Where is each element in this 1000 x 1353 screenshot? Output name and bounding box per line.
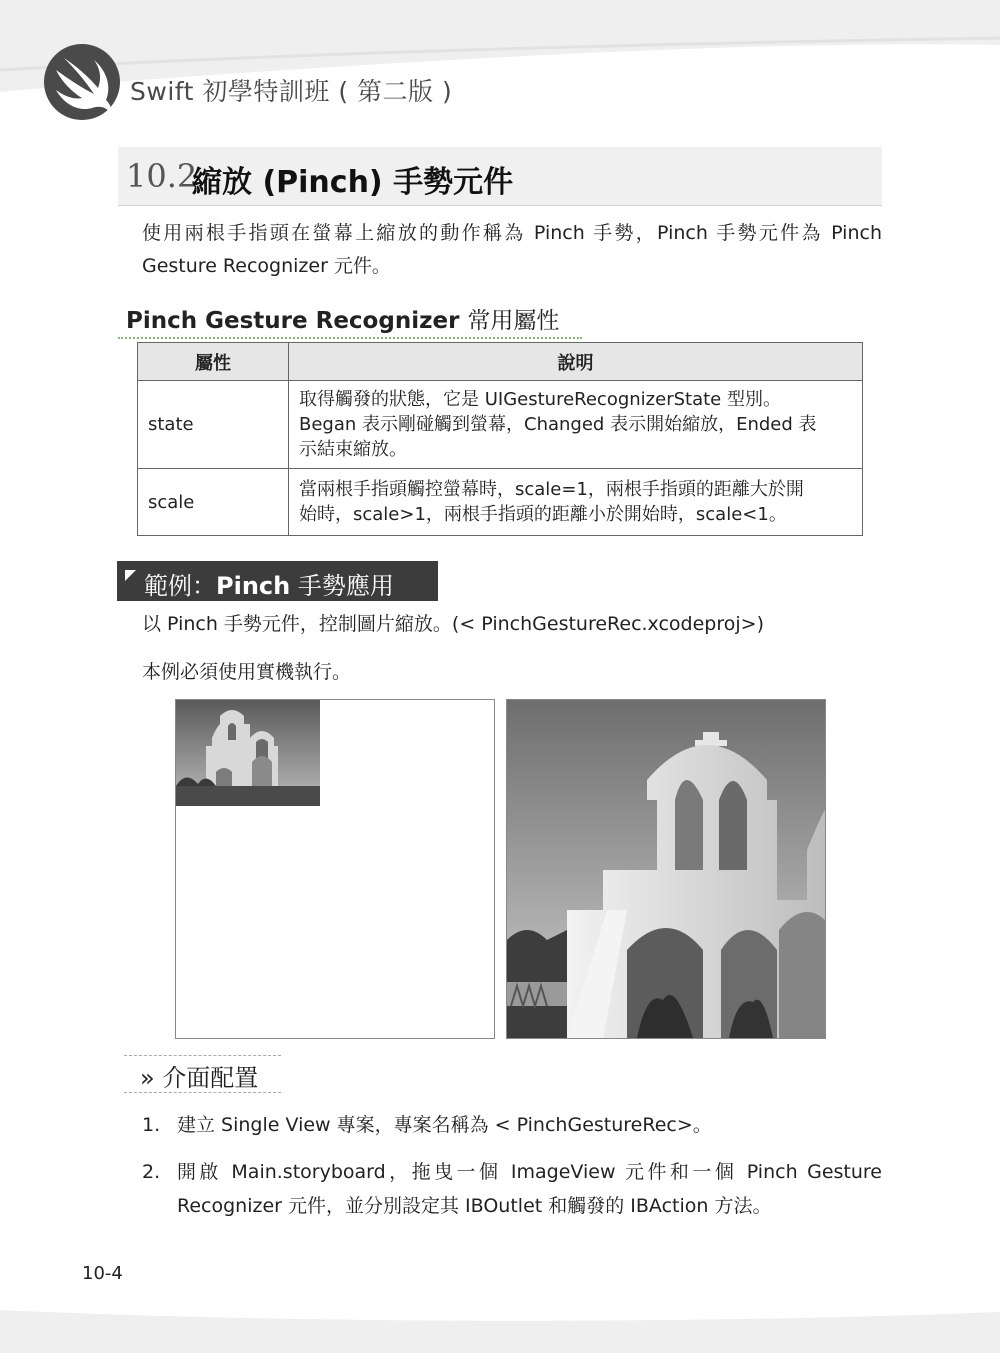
description-line: 示結束縮放。 [299, 439, 407, 460]
step-number: 1. [142, 1114, 161, 1136]
swift-bird-icon [42, 42, 122, 122]
step-text: 建立 Single View 專案，專案名稱為 < PinchGestureRec>。 [177, 1114, 712, 1136]
example-description: 以 Pinch 手勢元件，控制圖片縮放。(< PinchGestureRec.xcodeproj>) [142, 613, 764, 635]
description-line: 取得觸發的狀態，它是 UIGestureRecognizerState 型別。 [299, 389, 781, 410]
device-note: 本例必須使用實機執行。 [142, 661, 352, 683]
description-line: 始時，scale>1，兩根手指頭的距離小於開始時，scale<1。 [299, 504, 787, 525]
example-suffix: 手勢應用 [290, 572, 394, 600]
step-number: 2. [142, 1161, 161, 1183]
section-title: 縮放 (Pinch) 手勢元件 [192, 165, 514, 200]
step-text: Recognizer 元件，並分別設定其 IBOutlet 和觸發的 IBAction 方法。 [177, 1195, 772, 1217]
intro-line-1: 使用兩根手指頭在螢幕上縮放的動作稱為 Pinch 手勢，Pinch 手勢元件為 Pinch [142, 222, 882, 244]
table-row [138, 469, 863, 536]
book-title: Swift 初學特訓班 ( 第二版 ) [130, 77, 453, 106]
step-text: 開啟 Main.storyboard，拖曳一個 ImageView 元件和一個 Pinch Gesture [177, 1161, 882, 1183]
subheading-underline [118, 337, 582, 339]
interface-title: » 介面配置 [140, 1064, 259, 1092]
property-name: scale [138, 469, 289, 536]
large-arch-photo [507, 700, 825, 1038]
description-line: 當兩根手指頭觸控螢幕時，scale=1，兩根手指頭的距離大於開 [299, 479, 804, 500]
example-title [144, 566, 394, 601]
app-screen-original [175, 699, 495, 1039]
table-header-description: 說明 [289, 343, 863, 381]
property-description [289, 469, 863, 536]
intro-line-2: Gesture Recognizer 元件。 [142, 255, 391, 277]
subheading-cjk: 常用屬性 [467, 308, 560, 334]
example-banner [117, 561, 438, 601]
interface-section-label [124, 1055, 281, 1093]
property-description [289, 381, 863, 469]
description-line: Began 表示剛碰觸到螢幕，Changed 表示開始縮放，Ended 表 [299, 414, 817, 435]
small-arch-photo [176, 700, 320, 806]
step-item [142, 1108, 882, 1142]
footer-swoosh [0, 1290, 1000, 1353]
subheading-latin: Pinch Gesture Recognizer [126, 308, 468, 334]
table-row [138, 381, 863, 469]
page-number: 10-4 [82, 1263, 123, 1284]
example-bold: Pinch [216, 572, 291, 600]
table-header-row [138, 343, 863, 381]
properties-table [137, 342, 863, 536]
app-screen-zoomed [506, 699, 826, 1039]
section-number: 10.2 [126, 157, 198, 195]
property-name: state [138, 381, 289, 469]
table-header-property: 屬性 [138, 343, 289, 381]
section-heading [118, 147, 882, 206]
corner-triangle-icon [125, 570, 136, 581]
intro-paragraph [142, 217, 882, 283]
step-item [142, 1155, 882, 1225]
header-swoosh [0, 0, 1000, 130]
properties-subheading [126, 302, 559, 335]
example-prefix: 範例： [144, 572, 216, 600]
